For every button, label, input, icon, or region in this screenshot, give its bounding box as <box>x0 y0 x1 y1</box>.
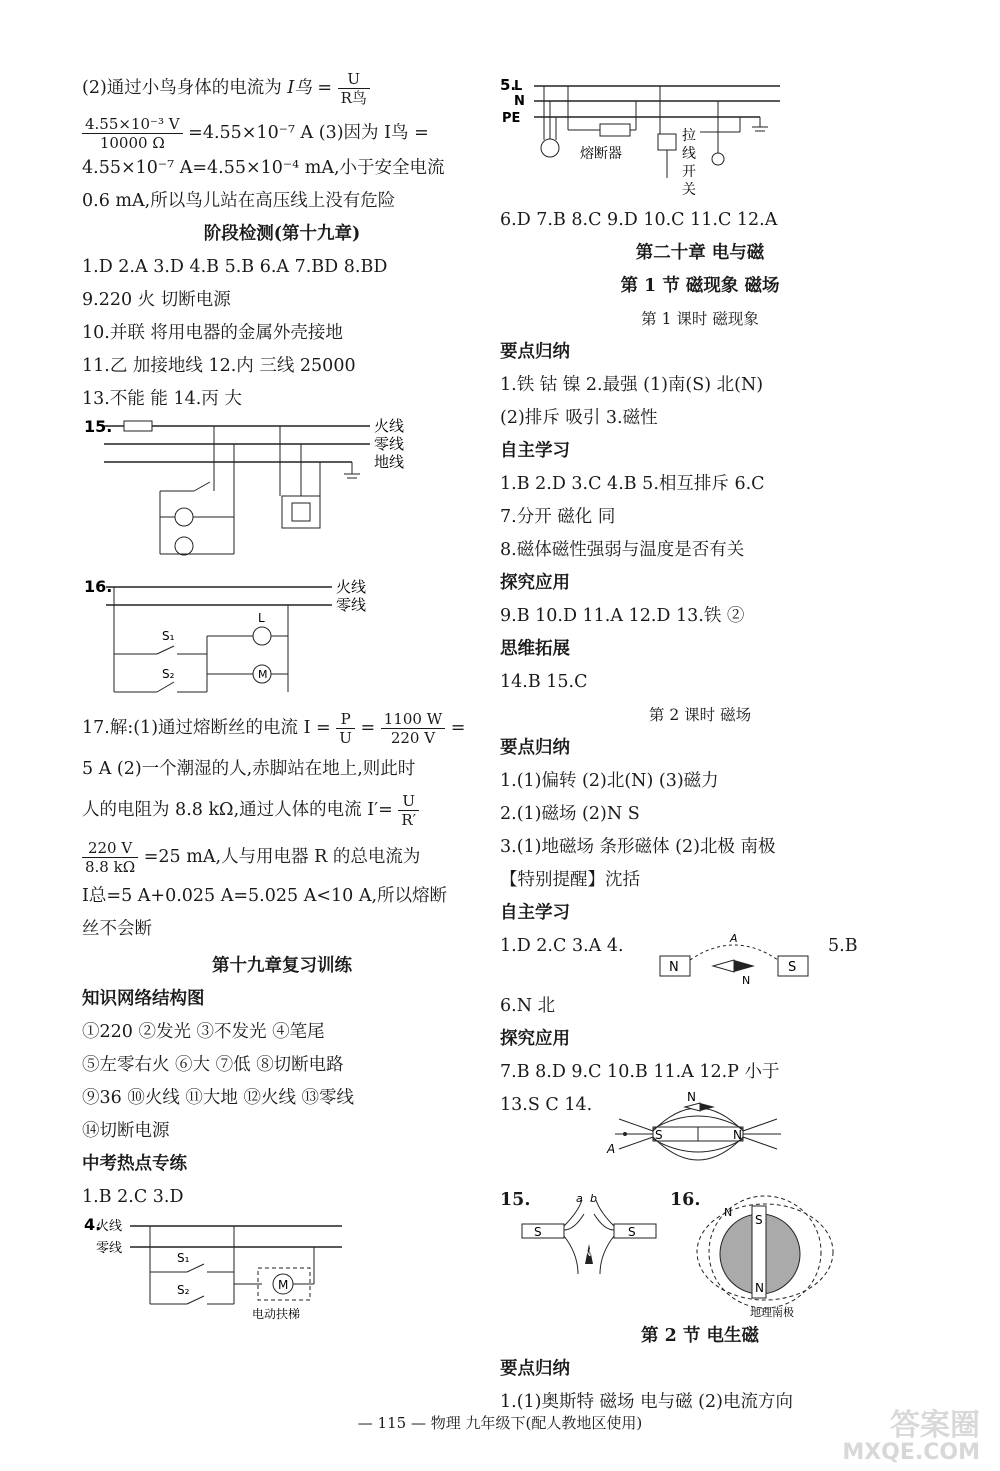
answer-line: 11.乙 加接地线 12.内 三线 25000 <box>82 356 356 376</box>
s1-label: S₁ <box>177 1251 190 1265</box>
geographic-south-pole-label: 地理南极 <box>750 1306 794 1319</box>
two-magnets-field-diagram <box>520 1194 660 1294</box>
text-line: 4.55×10⁻⁷ A=4.55×10⁻⁴ mA,小于安全电流 <box>82 158 445 178</box>
point-a-label: a <box>576 1194 583 1205</box>
bar-magnet-field-diagram <box>605 1089 875 1184</box>
answer-line: 1.铁 钴 镍 2.最强 (1)南(S) 北(N) <box>500 375 764 395</box>
answer-line: ⑭切断电源 <box>82 1121 170 1141</box>
answer-line: 10.并联 将用电器的金属外壳接地 <box>82 323 343 343</box>
answer-line: 3.(1)地磁场 条形磁体 (2)北极 南极 <box>500 837 776 857</box>
needle-n-label: N <box>584 1248 592 1259</box>
fraction: $\frac{\text{4.55×10⁻³ V}}{10000 \Omega}$ <box>82 115 183 152</box>
fraction: $\frac{U}{\text{R鸟}}$ <box>338 70 370 107</box>
earth-magnet-diagram <box>690 1192 840 1322</box>
lesson-heading: 第 1 课时 磁现象 <box>641 310 759 328</box>
right-column <box>500 70 900 1419</box>
q15-label: 15. <box>84 417 113 436</box>
text-line: 丝不会断 <box>82 919 152 939</box>
text-line: I总=5 A+0.025 A=5.025 A<10 A,所以熔断 <box>82 886 448 906</box>
answer-line: ⑨36 ⑩火线 ⑪大地 ⑫火线 ⑬零线 <box>82 1088 355 1108</box>
answer-line: ①220 ②发光 ③不发光 ④笔尾 <box>82 1022 325 1042</box>
subsection-heading: 探究应用 <box>500 1029 570 1049</box>
compass-n-label: N <box>687 1090 696 1104</box>
answer-line: ⑤左零右火 ⑥大 ⑦低 ⑧切断电路 <box>82 1055 344 1075</box>
subsection-heading: 要点归纳 <box>500 1359 570 1379</box>
answer-line: 6.D 7.B 8.C 9.D 10.C 11.C 12.A <box>500 210 778 230</box>
point-b-label: b <box>590 1194 597 1205</box>
point-a-label: A <box>730 932 738 945</box>
answer-line: 1.D 2.C 3.A 4. <box>500 936 624 956</box>
right-magnet-s-label: S <box>628 1225 636 1239</box>
answer-line: 13.不能 能 14.丙 大 <box>82 389 242 409</box>
magnet-s-label: S <box>655 1128 663 1142</box>
watermark-url: MXQE.COM <box>842 1440 980 1465</box>
q16-label: 16. <box>84 577 113 596</box>
answer-line: 15. <box>500 1190 531 1210</box>
line-bird-current-2: $\frac{\text{4.55×10⁻³ V}}{10000 \Omega}$ =4.55×10⁻⁷ A (3)因为 I鸟 = <box>82 115 482 152</box>
escalator-label: 电动扶梯 <box>252 1307 301 1321</box>
answer-line: 14.B 15.C <box>500 672 588 692</box>
subsection-heading: 自主学习 <box>500 903 570 923</box>
answer-line: 7.B 8.D 9.C 10.B 11.A 12.P 小于 <box>500 1062 780 1082</box>
fuse-label: 熔断器 <box>580 146 622 162</box>
reminder-line: 【特别提醒】沈括 <box>500 870 640 890</box>
watermark-logo: 答案圈 <box>890 1408 980 1443</box>
point-a-label: A <box>607 1142 616 1156</box>
lamp-label: L <box>258 611 265 625</box>
pe-label: PE <box>502 111 521 126</box>
magnet-diagram-4 <box>658 930 818 990</box>
l-label: L <box>514 79 523 94</box>
s2-label: S₂ <box>177 1283 190 1297</box>
q4-label: 4. <box>84 1215 102 1234</box>
section-heading: 第 1 节 磁现象 磁场 <box>620 276 780 296</box>
chapter-heading: 第二十章 电与磁 <box>635 243 765 263</box>
section-heading: 阶段检测(第十九章) <box>203 224 361 244</box>
neutral-wire-label: 零线 <box>336 596 367 614</box>
n-label: N <box>514 94 525 109</box>
left-column <box>82 70 482 1324</box>
section-heading: 第十九章复习训练 <box>212 956 352 976</box>
circuit-diagram-escalator <box>82 1214 482 1324</box>
lesson-heading: 第 2 课时 磁场 <box>648 706 752 724</box>
motor-label: M <box>258 668 268 681</box>
line-q17-4: $\frac{220 V}{8.8 k\Omega}$ =25 mA,人与用电器 R 的总电流为 <box>82 839 482 876</box>
left-magnet-s-label: S <box>534 1225 542 1239</box>
answer-line: 5.B <box>828 936 858 956</box>
section-heading: 第 2 节 电生磁 <box>641 1326 759 1346</box>
pull-switch-char-4: 关 <box>682 182 696 198</box>
circuit-diagram-5 <box>500 74 900 204</box>
magnet-n-label: N <box>733 1128 742 1142</box>
answer-line: (2)排斥 吸引 3.磁性 <box>500 408 658 428</box>
answer-line: 2.(1)磁场 (2)N S <box>500 804 640 824</box>
text-line: 5 A (2)一个潮湿的人,赤脚站在地上,则此时 <box>82 759 416 779</box>
circuit-diagram-15 <box>82 416 482 566</box>
answer-line: 1.(1)奥斯特 磁场 电与磁 (2)电流方向 <box>500 1392 793 1412</box>
answer-line: 16. <box>670 1190 701 1210</box>
ground-wire-label: 地线 <box>374 453 405 471</box>
s2-label: S₂ <box>162 667 175 681</box>
pull-switch-char-1: 拉 <box>682 128 696 144</box>
pull-switch-char-2: 线 <box>682 146 696 162</box>
subsection-heading: 要点归纳 <box>500 738 570 758</box>
live-wire-label: 火线 <box>96 1219 123 1234</box>
subsection-heading: 自主学习 <box>500 441 570 461</box>
magnet-n-label: N <box>669 960 679 975</box>
answer-line: 1.B 2.C 3.D <box>82 1187 184 1207</box>
answer-line: 6.N 北 <box>500 996 556 1016</box>
answer-line: 9.B 10.D 11.A 12.D 13.铁 ② <box>500 606 745 626</box>
magnet-n-label: N <box>755 1281 764 1295</box>
pull-switch-char-3: 开 <box>682 164 696 180</box>
subsection-heading: 知识网络结构图 <box>82 989 205 1009</box>
magnet-s-label: S <box>755 1213 763 1227</box>
line-q17-1: 17.解:(1)通过熔断丝的电流 I = $\frac{P}{U}$ = $\frac{1100 W}{220 V}$ = <box>82 710 466 747</box>
compass-n-label: N <box>724 1206 733 1219</box>
subsection-heading: 要点归纳 <box>500 342 570 362</box>
subsection-heading: 中考热点专练 <box>82 1154 187 1174</box>
line-bird-current: (2)通过小鸟身体的电流为 I鸟 = $\frac{U}{\text{R鸟}}$ <box>82 70 482 107</box>
line-q17-3: 人的电阻为 8.8 kΩ,通过人体的电流 I′= $\frac{U}{R'}$ <box>82 792 482 829</box>
q5-label: 5. <box>500 76 517 94</box>
field-lines-row-14 <box>500 1089 900 1184</box>
answer-line: 1.D 2.A 3.D 4.B 5.B 6.A 7.BD 8.BD <box>82 257 388 277</box>
answer-line: 9.220 火 切断电源 <box>82 290 231 310</box>
subsection-heading: 思维拓展 <box>500 639 570 659</box>
magnet-diagrams-15-16 <box>500 1184 900 1319</box>
page-footer: — 115 — 物理 九年级下(配人教地区使用) <box>357 1414 643 1432</box>
magnet-s-label: S <box>788 960 797 975</box>
answer-line: 8.磁体磁性强弱与温度是否有关 <box>500 540 745 560</box>
circuit-diagram-16 <box>82 570 482 700</box>
motor-label: M <box>278 1278 289 1292</box>
needle-n-label: N <box>742 974 751 987</box>
live-wire-label: 火线 <box>336 578 367 596</box>
neutral-wire-label: 零线 <box>96 1241 123 1256</box>
answer-line: 1.B 2.D 3.C 4.B 5.相互排斥 6.C <box>500 474 765 494</box>
answer-line: 7.分开 磁化 同 <box>500 507 616 527</box>
text-line: 0.6 mA,所以鸟儿站在高压线上没有危险 <box>82 191 396 211</box>
answer-line: 13.S C 14. <box>500 1095 593 1115</box>
magnet-answer-row <box>500 930 900 990</box>
subsection-heading: 探究应用 <box>500 573 570 593</box>
neutral-wire-label: 零线 <box>374 435 405 453</box>
answer-line: 1.(1)偏转 (2)北(N) (3)磁力 <box>500 771 719 791</box>
live-wire-label: 火线 <box>374 417 405 435</box>
s1-label: S₁ <box>162 629 175 643</box>
